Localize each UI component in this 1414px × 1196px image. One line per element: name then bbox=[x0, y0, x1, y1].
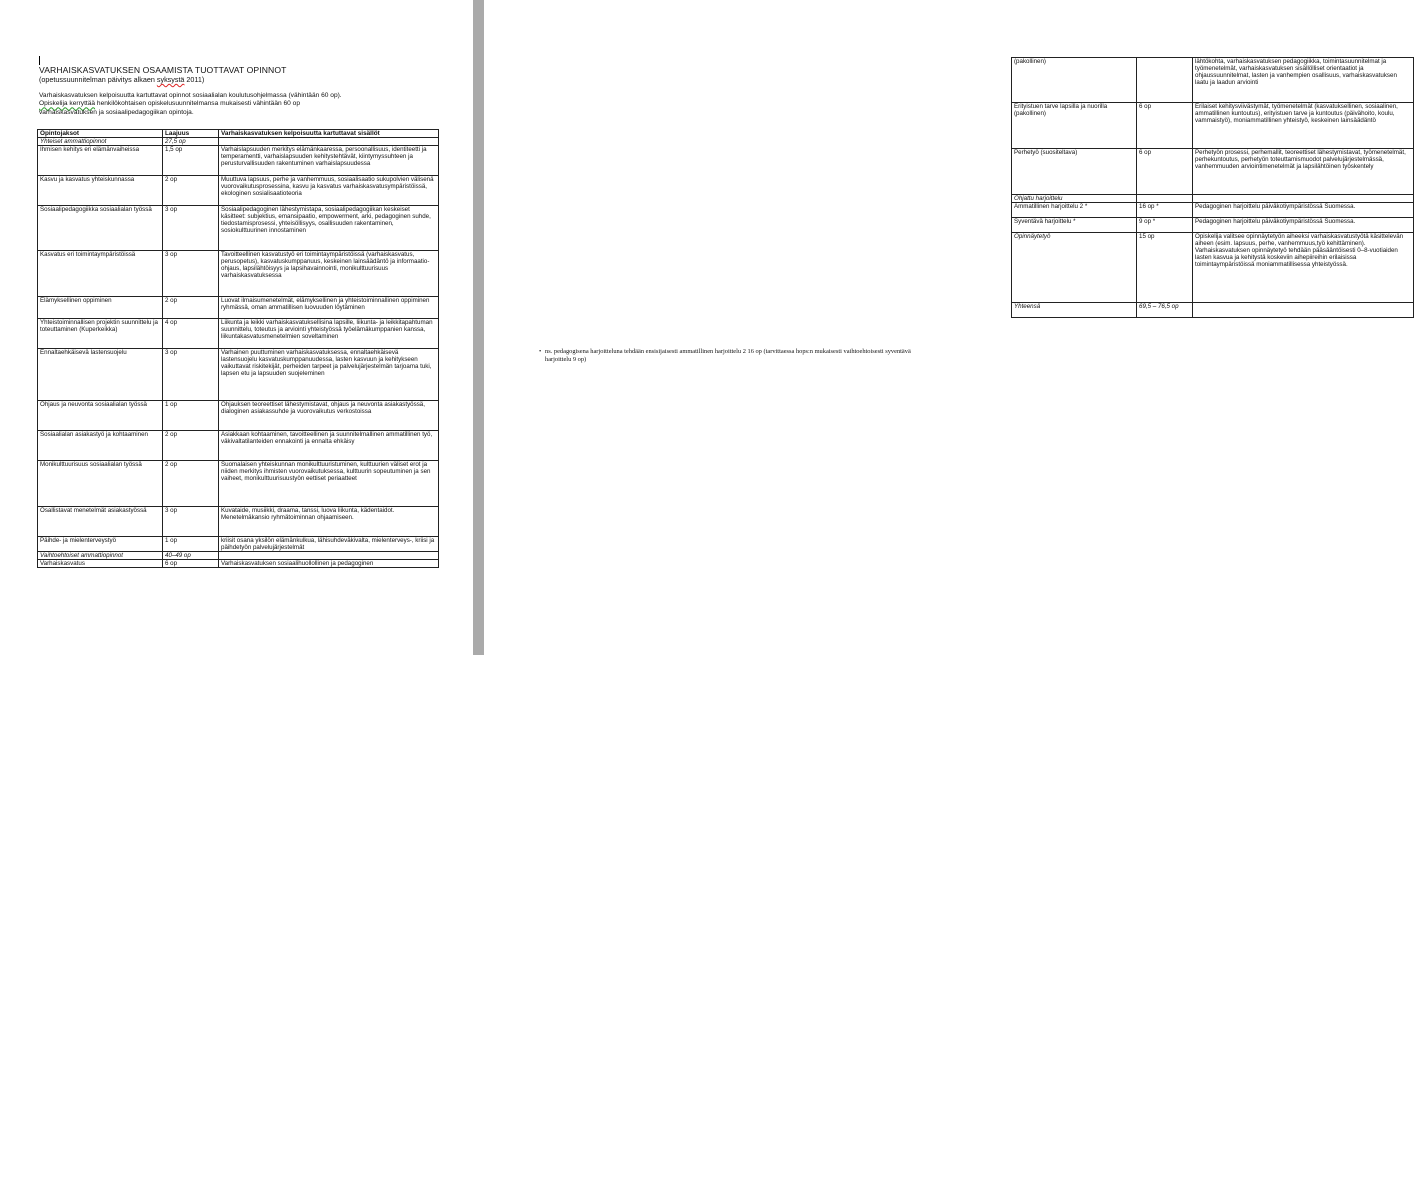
header-contents: Varhaiskasvatuksen kelpoisuutta kartuttavat sisällöt bbox=[219, 130, 439, 138]
cell-name[interactable]: Kasvatus eri toimintaympäristöissä bbox=[38, 251, 163, 297]
cell-credits[interactable] bbox=[1137, 195, 1193, 203]
cell-name[interactable]: Perhetyö (suositeltava) bbox=[1012, 149, 1137, 195]
table-row bbox=[38, 401, 439, 431]
table-row bbox=[38, 146, 439, 176]
table-row bbox=[38, 319, 439, 349]
document-subheading bbox=[39, 75, 449, 84]
cell-content[interactable]: Varhaislapsuuden merkitys elämänkaaressa, persoonallisuus, identiteetti ja temperamentti, varhaislapsuuden kehitystehtävät, kiintymyssuhteen ja perusturvallisuuden rakentuminen varhaislapsuudessa bbox=[219, 146, 439, 176]
cell-content[interactable]: Opiskelija valitsee opinnäytetyön aiheeksi varhaiskasvatustyötä käsittelevän aiheen (esim. lapsuus, perhe, vanhemmuus,työ kehittäminen). Varhaiskasvatuksen opinnäytetyö tehdään pääsääntöisesti 0–8-vuotiaiden lasten kasvua ja kehitystä koskeviin aihepiireihin erilaisissa toimintaympäristöissä moniammatillisessa yhteistyössä. bbox=[1193, 233, 1414, 303]
cell-credits[interactable]: 2 op bbox=[163, 176, 219, 206]
cell-credits[interactable]: 3 op bbox=[163, 206, 219, 251]
text-cursor bbox=[39, 56, 40, 65]
cell-content[interactable]: Asiakkaan kohtaaminen, tavoitteellinen ja suunnitelmallinen ammatillinen työ, väkivaltatilanteiden ennakointi ja ennalta ehkäisy bbox=[219, 431, 439, 461]
table-row bbox=[1012, 195, 1414, 203]
table-row bbox=[1012, 233, 1414, 303]
page-2[interactable] bbox=[484, 0, 1406, 655]
intro-line-2 bbox=[39, 100, 439, 108]
cell-content[interactable] bbox=[1193, 195, 1414, 203]
cell-name[interactable]: Kasvu ja kasvatus yhteiskunnassa bbox=[38, 176, 163, 206]
cell-name[interactable]: Sosiaalipedagogiikka sosiaalialan työssä bbox=[38, 206, 163, 251]
cell-name[interactable]: Ennaltaehkäisevä lastensuojelu bbox=[38, 349, 163, 401]
cell-name[interactable]: Varhaiskasvatus bbox=[38, 560, 163, 568]
cell-name[interactable]: Opinnäytetyö bbox=[1012, 233, 1137, 303]
cell-content[interactable]: Varhainen puuttuminen varhaiskasvatuksessa, ennaltaehkäisevä lastensuojelu kasvatuskumppanuudessa, lasten kasvuun ja kehitykseen vaikuttavat riskitekijät, perheiden tarpeet ja palvelujärjestelmän tarjoama tuki, lapsen etu ja lapsuuden suojeleminen bbox=[219, 349, 439, 401]
table-row bbox=[38, 431, 439, 461]
cell-name[interactable]: Yhteistoiminnallisen projektin suunnittelu ja toteuttaminen (Kuperkeikka) bbox=[38, 319, 163, 349]
cell-content[interactable]: Erilaiset kehitysviivästymät, työmenetelmät (kasvatuksellinen, sosiaalinen, ammatillinen kuntoutus), erityistuen tarve ja kuntoutus (päivähoito, koulu, vammaistyö), moniammatillinen yhteistyö, keskeinen lainsäädäntö bbox=[1193, 103, 1414, 149]
cell-content[interactable]: lähtökohta, varhaiskasvatuksen pedagogiikka, toimintasuunnitelmat ja työmenetelmät, varhaiskasvatuksen sisällölliset orientaatiot ja ohjaussuunnitelmat, lasten ja vanhempien osallisuus, varhaiskasvatuksen laatu ja laadun arviointi bbox=[1193, 58, 1414, 103]
cell-content[interactable]: Liikunta ja leikki varhaiskasvatuksellisina lapsille, liikunta- ja leikkitapahtuman suunnittelu, toteutus ja arviointi yhteistyössä työelämäkumppanien kanssa, liikuntakasvatusmenetelmien soveltaminen bbox=[219, 319, 439, 349]
footnote bbox=[539, 348, 930, 364]
cell-credits[interactable]: 16 op * bbox=[1137, 203, 1193, 218]
cell-content[interactable] bbox=[219, 138, 439, 146]
cell-name[interactable]: Ihmisen kehitys eri elämänvaiheissa bbox=[38, 146, 163, 176]
intro-line-2-text: henkilökohtaisen opiskelusuunnitelmansa mukaisesti vähintään 60 op bbox=[95, 100, 300, 108]
bullet-icon: • bbox=[539, 348, 542, 355]
table-row bbox=[1012, 103, 1414, 149]
table-row bbox=[38, 176, 439, 206]
cell-credits[interactable]: 9 op * bbox=[1137, 218, 1193, 233]
cell-credits[interactable]: 6 op bbox=[1137, 149, 1193, 195]
cell-name[interactable]: Erityistuen tarve lapsilla ja nuorilla (pakollinen) bbox=[1012, 103, 1137, 149]
cell-content[interactable]: Perhetyön prosessi, perhemallit, teoreettiset lähestymistavat, työmenetelmät, perhekuntoutus, perhetyön toteuttamismuodot palvelujärjestelmässä, vanhemmuuden arviointimenetelmät ja lapsilähtöinen työskentely bbox=[1193, 149, 1414, 195]
cell-credits[interactable]: 1,5 op bbox=[163, 146, 219, 176]
cell-credits[interactable]: 40–49 op bbox=[163, 552, 219, 560]
table-row bbox=[38, 461, 439, 507]
table-row bbox=[38, 138, 439, 146]
table-row bbox=[38, 206, 439, 251]
cell-credits[interactable]: 1 op bbox=[163, 537, 219, 552]
cell-credits[interactable]: 6 op bbox=[1137, 103, 1193, 149]
cell-content[interactable]: Suomalaisen yhteiskunnan monikulttuuristuminen, kulttuurien väliset erot ja niiden merkitys ihmisten vuorovaikutuksessa, kulttuurin sopeutuminen ja sen vaiheet, monikulttuurisuustyön eettiset periaatteet bbox=[219, 461, 439, 507]
document-heading: VARHAISKASVATUKSEN OSAAMISTA TUOTTAVAT OPINNOT bbox=[39, 65, 287, 75]
cell-credits[interactable]: 6 op bbox=[163, 560, 219, 568]
intro-paragraph bbox=[39, 92, 439, 117]
courses-table-part-1 bbox=[37, 129, 439, 568]
cell-content[interactable]: Varhaiskasvatuksen sosiaalihuollollinen ja pedagoginen bbox=[219, 560, 439, 568]
cell-credits[interactable]: 2 op bbox=[163, 431, 219, 461]
cell-content[interactable]: Luovat ilmaisumenetelmät, elämyksellinen ja yhteistoiminnallinen oppiminen ryhmässä, oman ammatillisen luovuuden löytäminen bbox=[219, 297, 439, 319]
header-credits: Laajuus bbox=[163, 130, 219, 138]
cell-credits[interactable]: 2 op bbox=[163, 297, 219, 319]
cell-content[interactable]: Kuvataide, musiikki, draama, tanssi, luova liikunta, kädentaidot. Menetelmäkansio ryhmätoiminnan ohjaamiseen. bbox=[219, 507, 439, 537]
cell-name[interactable]: Ohjaus ja neuvonta sosiaalialan työssä bbox=[38, 401, 163, 431]
cell-content[interactable]: Tavoitteellinen kasvatustyö eri toimintaympäristöissä (varhaiskasvatus, perusopetus), kasvatuskumppanuus, keskeinen lainsäädäntö ja informaatio-ohjaus, lapsilähtöisyys ja lapsihavainnointi, monikulttuurisuus varhaiskasvatuksessa bbox=[219, 251, 439, 297]
cell-content[interactable]: Muuttuva lapsuus, perhe ja vanhemmuus, sosiaalisaatio sukupolvien välisenä vuorovaikutusprosessina, kasvu ja kasvatus varhaiskasvatusympäristöissä, ekologinen sosialisaatioteoria bbox=[219, 176, 439, 206]
page-gutter bbox=[473, 0, 484, 655]
cell-name[interactable]: Elämyksellinen oppiminen bbox=[38, 297, 163, 319]
table-row bbox=[1012, 218, 1414, 233]
cell-name[interactable]: Päihde- ja mielenterveystyö bbox=[38, 537, 163, 552]
cell-content[interactable]: kriisit osana yksilön elämänkulkua, lähisuhdeväkivalta, mielenterveys-, kriisi ja päihdetyön palvelujärjestelmät bbox=[219, 537, 439, 552]
cell-content[interactable]: Ohjauksen teoreettiset lähestymistavat, ohjaus ja neuvonta asiakastyössä, dialoginen asiakassuhde ja vuorovaikutus verkostoissa bbox=[219, 401, 439, 431]
header-courses: Opintojaksot bbox=[38, 130, 163, 138]
footnote-text: ns. pedagogisena harjoitteluna tehdään ensisijaisesti ammatillinen harjoittelu 2 16 op (tarvittaessa hops:n mukaisesti vaihtoehtoisesti syventävä harjoittelu 9 op) bbox=[545, 348, 911, 363]
cell-content[interactable]: Sosiaalipedagoginen lähestymistapa, sosiaalipedagogiikan keskeiset käsitteet: subjektius, emansipaatio, empowerment, arki, pedagoginen suhde, tiedostamisprosessi, yhteisöllisyys, osallisuuden rakentaminen, sosiokulttuurinen innostaminen bbox=[219, 206, 439, 251]
cell-name[interactable]: Vaihtoehtoiset ammattiopinnot bbox=[38, 552, 163, 560]
cell-name[interactable]: (pakollinen) bbox=[1012, 58, 1137, 103]
intro-line-1: Varhaiskasvatuksen kelpoisuutta kartuttavat opinnot sosiaalialan koulutusohjelmassa (vähintään 60 op). bbox=[39, 92, 342, 99]
cell-credits[interactable]: 1 op bbox=[163, 401, 219, 431]
table-row bbox=[38, 297, 439, 319]
cell-content[interactable]: Pedagoginen harjoittelu päiväkotiympäristössä Suomessa. bbox=[1193, 203, 1414, 218]
cell-credits[interactable]: 69,5 – 76,5 op bbox=[1137, 303, 1193, 318]
table-row bbox=[38, 251, 439, 297]
courses-table-part-2 bbox=[1011, 57, 1414, 318]
cell-name[interactable]: Syventävä harjoittelu * bbox=[1012, 218, 1137, 233]
cell-name[interactable]: Yhteensä bbox=[1012, 303, 1137, 318]
cell-name[interactable]: Monikulttuurisuus sosiaalialan työssä bbox=[38, 461, 163, 507]
table-row bbox=[1012, 58, 1414, 103]
cell-credits[interactable]: 3 op bbox=[163, 349, 219, 401]
cell-credits[interactable]: 4 op bbox=[163, 319, 219, 349]
subheading-prefix: (opetussuunnitelman päivitys alkaen bbox=[39, 75, 157, 84]
cell-credits[interactable] bbox=[1137, 58, 1193, 103]
cell-content[interactable]: Pedagoginen harjoittelu päiväkotiympäristössä Suomessa. bbox=[1193, 218, 1414, 233]
cell-credits[interactable]: 3 op bbox=[163, 507, 219, 537]
subheading-suffix: 2011) bbox=[184, 75, 205, 84]
spelling-flag[interactable]: syksystä bbox=[156, 75, 185, 84]
cell-name[interactable]: Ohjattu harjoittelu bbox=[1012, 195, 1137, 203]
table-row bbox=[1012, 149, 1414, 195]
cell-content[interactable] bbox=[1193, 303, 1414, 318]
cell-credits[interactable]: 27,5 op bbox=[163, 138, 219, 146]
intro-line-3: varhaiskasvatuksen ja sosiaalipedagogiikan opintoja. bbox=[39, 108, 194, 116]
table-row bbox=[38, 349, 439, 401]
table-row bbox=[38, 537, 439, 552]
table-row bbox=[38, 552, 439, 560]
table-row bbox=[38, 507, 439, 537]
table-row bbox=[1012, 303, 1414, 318]
grammar-flag[interactable]: Opiskelija kerryttää bbox=[39, 100, 96, 108]
cell-name[interactable]: Ammatillinen harjoittelu 2 * bbox=[1012, 203, 1137, 218]
cell-credits[interactable]: 15 op bbox=[1137, 233, 1193, 303]
cell-credits[interactable]: 3 op bbox=[163, 251, 219, 297]
cell-name[interactable]: Osallistavat menetelmät asiakastyössä bbox=[38, 507, 163, 537]
cell-name[interactable]: Sosiaalialan asiakastyö ja kohtaaminen bbox=[38, 431, 163, 461]
cell-credits[interactable]: 2 op bbox=[163, 461, 219, 507]
table-header-row bbox=[38, 130, 439, 138]
table-row bbox=[38, 560, 439, 568]
page-1[interactable] bbox=[0, 0, 473, 655]
table-row bbox=[1012, 203, 1414, 218]
cell-content[interactable] bbox=[219, 552, 439, 560]
cell-name[interactable]: Yhteiset ammattiopinnot bbox=[38, 138, 163, 146]
